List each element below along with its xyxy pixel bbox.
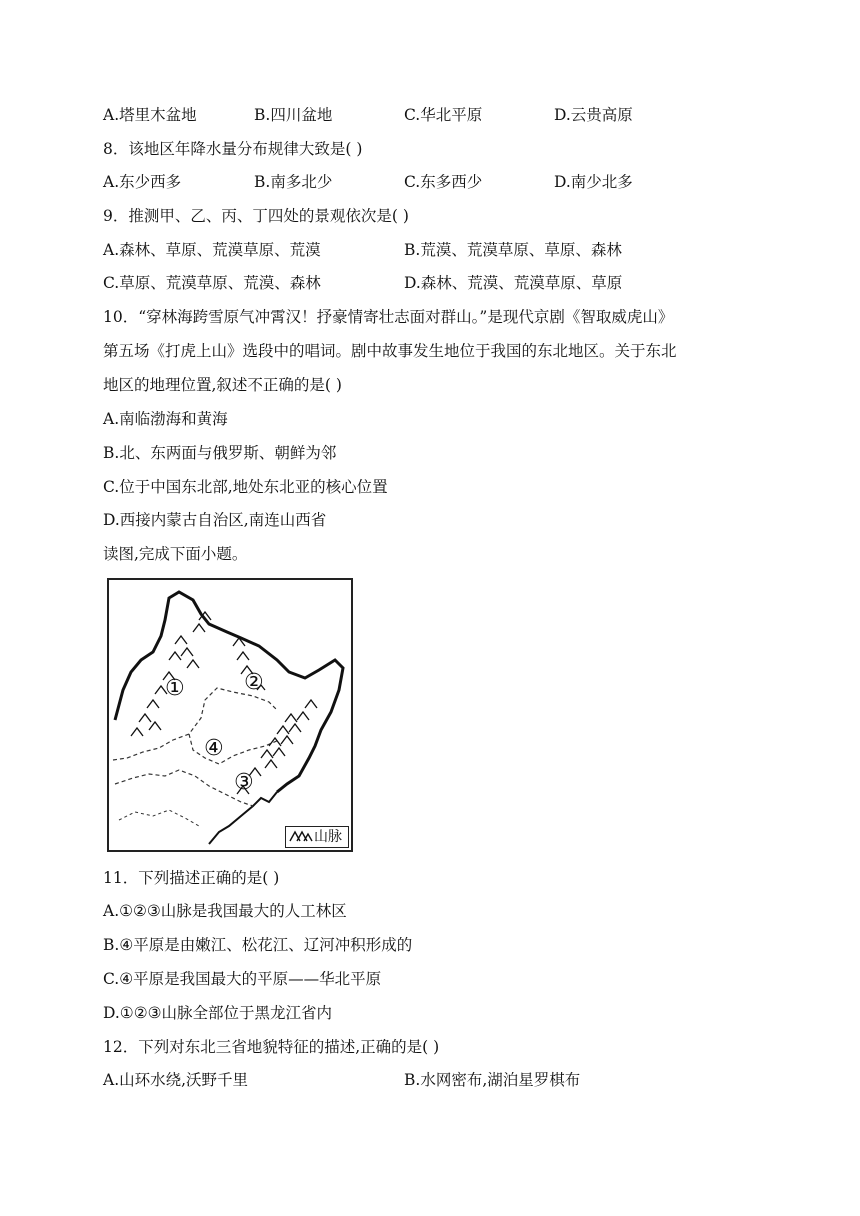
q11-stem: 11．下列描述正确的是( ) — [103, 869, 280, 887]
province-boundary-2 — [115, 770, 253, 806]
map-drawing — [109, 580, 351, 850]
q9-option-c: C.草原、荒漠草原、荒漠、森林 — [103, 274, 321, 292]
q9-stem: 9．推测甲、乙、丙、丁四处的景观依次是( ) — [103, 207, 409, 225]
q10-option-d: D.西接内蒙古自治区,南连山西省 — [103, 511, 327, 529]
q10-stem-line-1: 10．“穿林海跨雪原气冲霄汉！抒豪情寄壮志面对群山。”是现代京剧《智取威虎山》 — [103, 308, 674, 326]
q8-stem: 8．该地区年降水量分布规律大致是( ) — [103, 140, 363, 158]
q11-option-d: D.①②③山脉全部位于黑龙江省内 — [103, 1004, 332, 1022]
q10-option-c: C.位于中国东北部,地处东北亚的核心位置 — [103, 478, 388, 496]
map-label-2: ② — [244, 670, 264, 695]
province-boundary-3 — [119, 810, 199, 826]
q11-option-c: C.④平原是我国最大的平原——华北平原 — [103, 970, 382, 988]
mountain-range-1 — [131, 612, 211, 736]
q9-option-a: A.森林、草原、荒漠草原、荒漠 — [103, 241, 321, 259]
legend-label: 山脉 — [314, 829, 342, 845]
q8-option-b: B.南多北少 — [254, 173, 333, 191]
q7-option-d: D.云贵高原 — [554, 106, 633, 124]
map-label-4: ④ — [204, 736, 224, 761]
western-boundary — [113, 688, 277, 760]
q8-option-a: A.东少西多 — [103, 173, 182, 191]
map-label-3: ③ — [234, 770, 254, 795]
q8-option-d: D.南少北多 — [554, 173, 633, 191]
q7-option-b: B.四川盆地 — [254, 106, 333, 124]
coast-line — [209, 792, 277, 844]
q12-stem: 12．下列对东北三省地貌特征的描述,正确的是( ) — [103, 1038, 440, 1056]
q8-option-c: C.东多西少 — [404, 173, 483, 191]
q9-option-d: D.森林、荒漠、荒漠草原、草原 — [404, 274, 623, 292]
northeast-map-figure — [107, 578, 353, 852]
q11-option-b: B.④平原是由嫩江、松花江、辽河冲积形成的 — [103, 936, 413, 954]
q10-option-a: A.南临渤海和黄海 — [103, 410, 228, 428]
q10-stem-line-3: 地区的地理位置,叙述不正确的是( ) — [103, 376, 342, 394]
map-legend — [285, 826, 349, 848]
q11-option-a: A.①②③山脉是我国最大的人工林区 — [103, 902, 347, 920]
q10-stem-line-2: 第五场《打虎上山》选段中的唱词。剧中故事发生地位于我国的东北地区。关于东北 — [103, 342, 677, 360]
map-label-1: ① — [165, 676, 185, 701]
q12-option-b: B.水网密布,湖泊星罗棋布 — [404, 1071, 581, 1089]
q10-option-b: B.北、东两面与俄罗斯、朝鲜为邻 — [103, 444, 337, 462]
q7-option-a: A.塔里木盆地 — [103, 106, 197, 124]
q7-option-c: C.华北平原 — [404, 106, 483, 124]
q12-option-a: A.山环水绕,沃野千里 — [103, 1071, 249, 1089]
instruction-text: 读图,完成下面小题。 — [103, 545, 248, 563]
country-border — [115, 592, 343, 795]
province-boundary-1 — [189, 734, 279, 764]
q9-option-b: B.荒漠、荒漠草原、草原、森林 — [404, 241, 622, 259]
